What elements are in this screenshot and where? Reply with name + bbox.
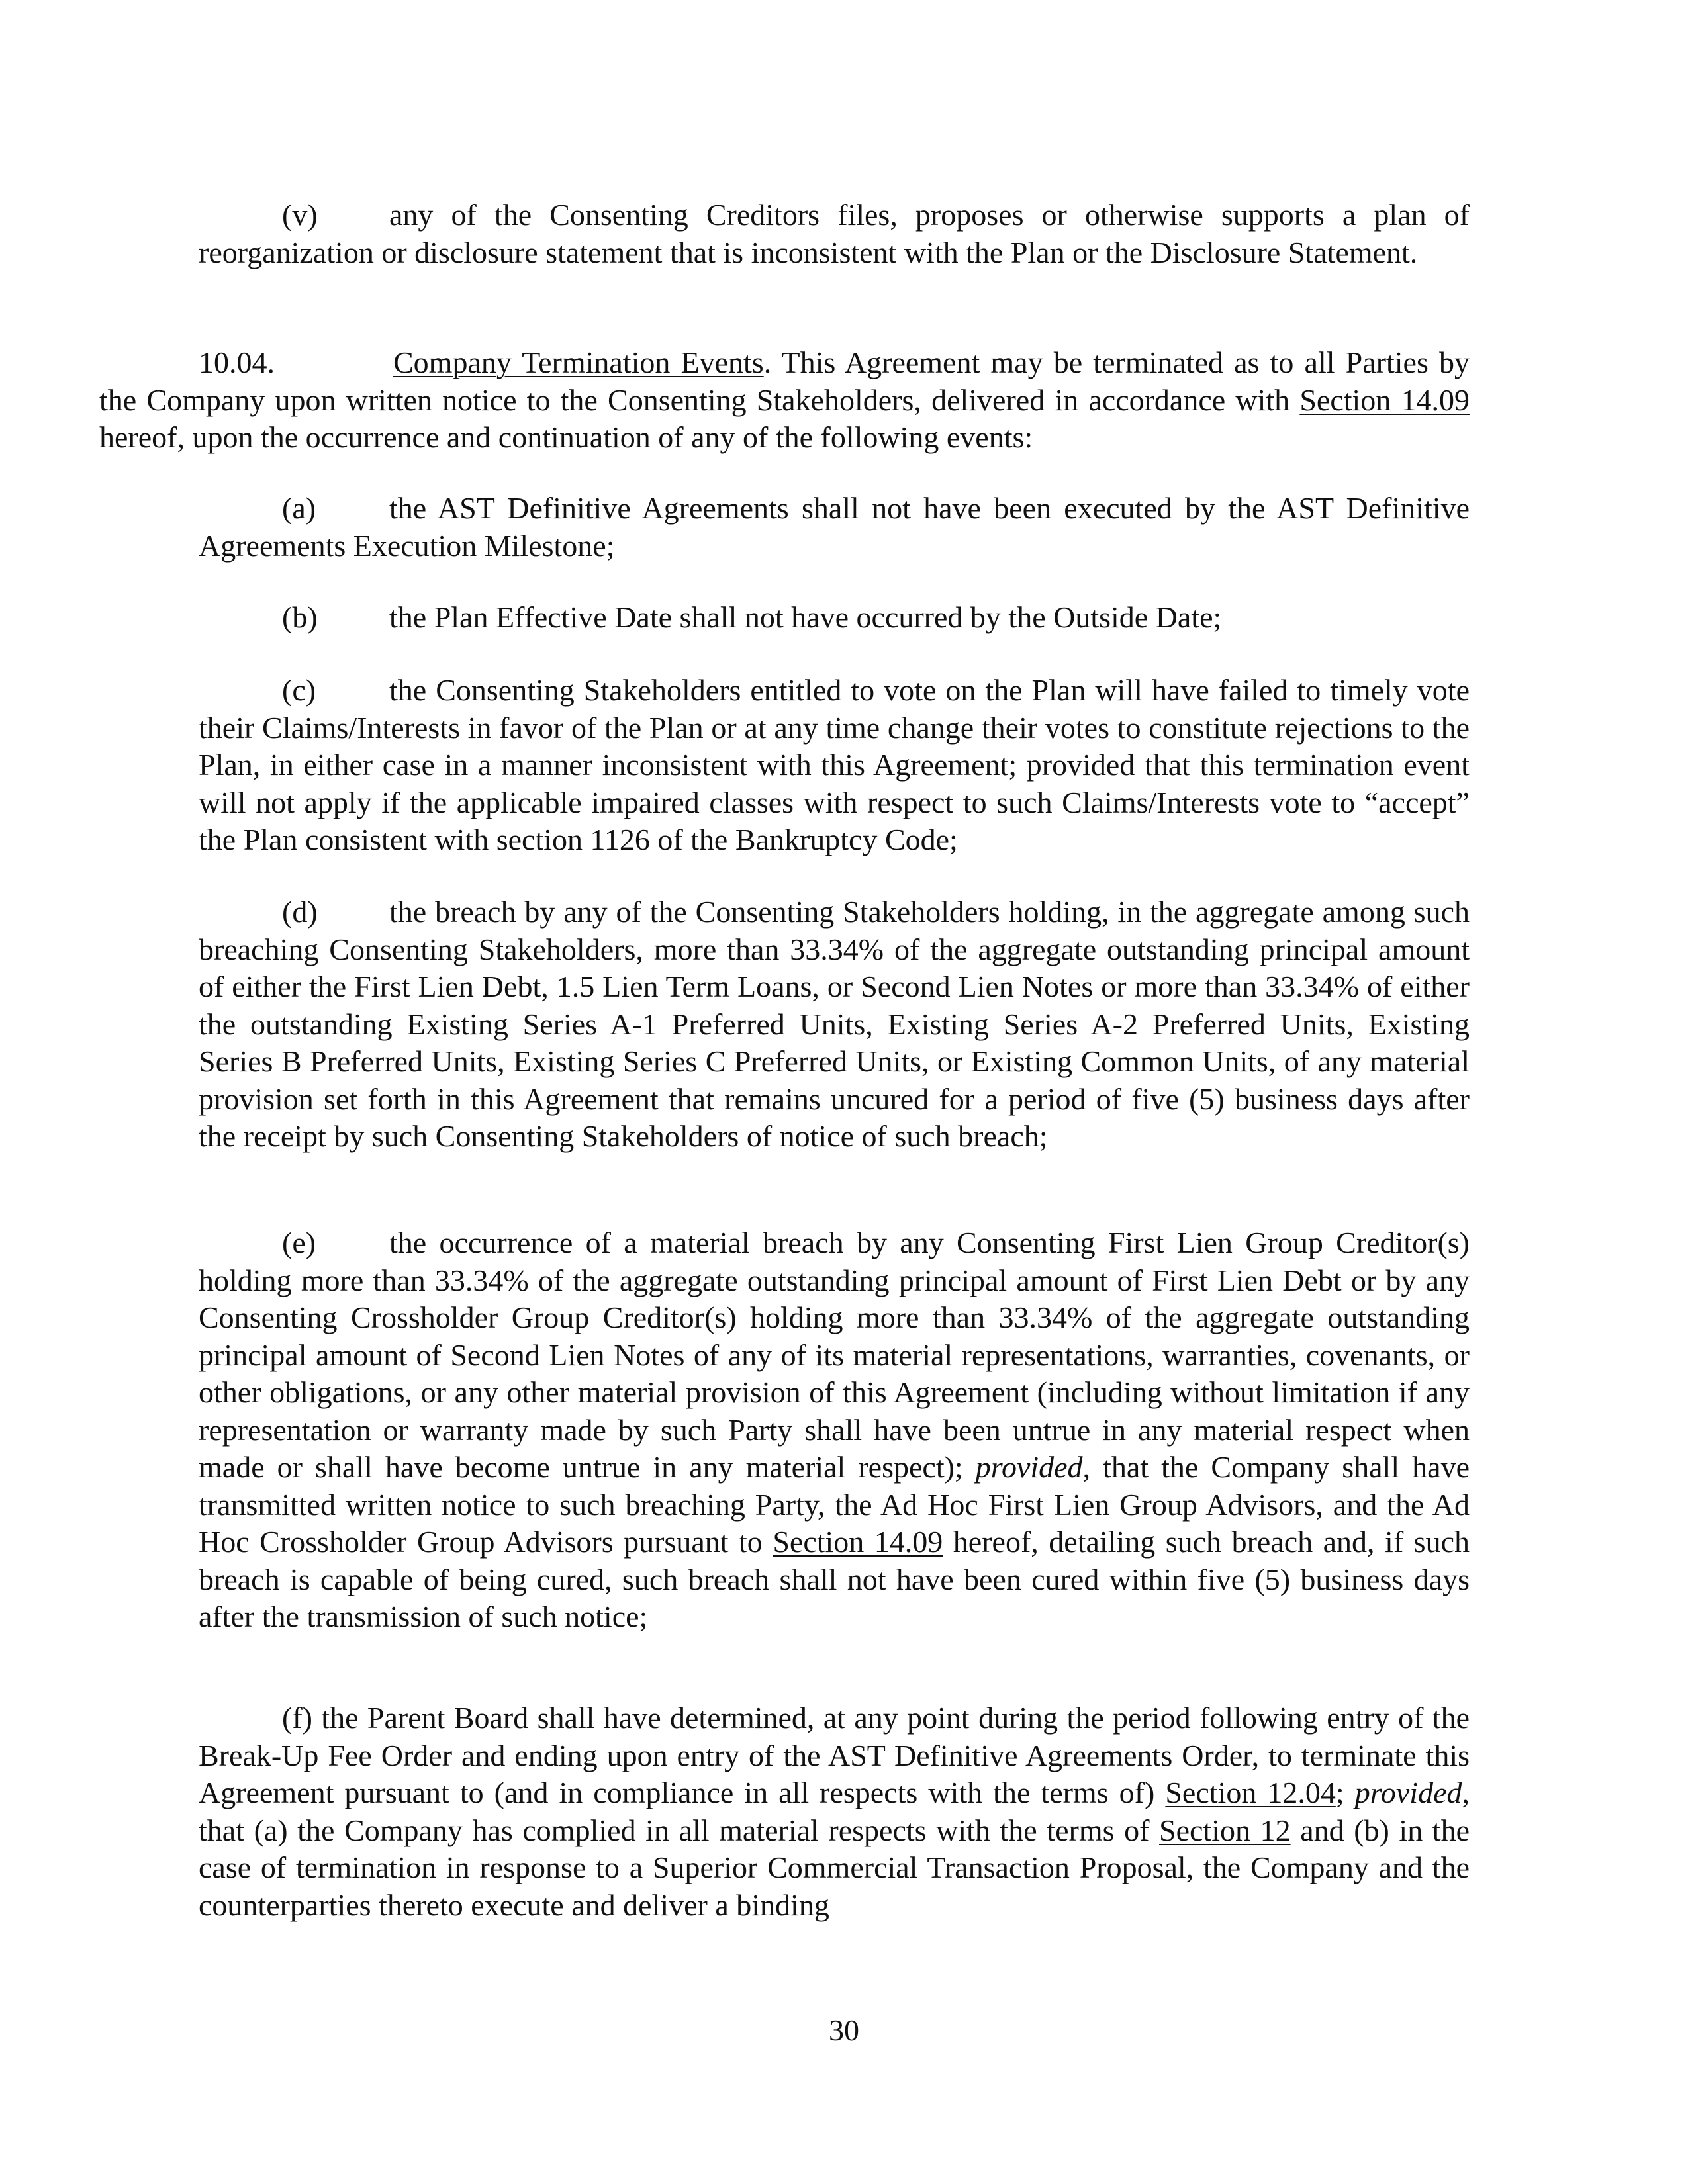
section-ref-link: Section 12 [1159, 1813, 1291, 1847]
section-10-04 [99, 344, 1470, 457]
clause-text-1: the occurrence of a material breach by any Consenting First Lien Group Creditor(s) holding more than 33.34% of the aggregate outstanding principal amount of First Lien Debt or by any Consenting Crossholder Group Creditor(s) holding more than 33.34% of the aggregate outstanding principal amount of Second Lien Notes of any of its material representations, warranties, covenants, or other obligations, or any other material provision of this Agreement (including without limitation if any representation or warranty made by such Party shall have been untrue in any material respect when made or shall have become untrue in any material respect); [199, 1226, 1470, 1484]
semicolon: ; [1335, 1776, 1344, 1809]
clause-f [199, 1700, 1470, 1924]
clause-label: (a) [282, 491, 316, 525]
clause-e [199, 1224, 1470, 1636]
clause-a [199, 490, 1470, 565]
clause-text-3: and (b) in the case of termination in response to a Superior Commercial Transaction Proposal, the Company and the counterparties thereto execute and deliver a binding [199, 1813, 1470, 1922]
clause-text: the Plan Effective Date shall not have occurred by the Outside Date; [389, 600, 1222, 634]
clause-label: (d) [282, 895, 318, 929]
provided-italic: provided [1344, 1776, 1462, 1809]
clause-text: the Consenting Stakeholders entitled to vote on the Plan will have failed to timely vote their Claims/Interests in favor of the Plan or at any time change their votes to constitute rejections to the Plan, in either case in a manner inconsistent with this Agreement; provided that this termination event will not apply if the applicable impaired classes with respect to such Claims/Interests vote to “accept” the Plan consistent with section 1126 of the Bankruptcy Code; [199, 673, 1470, 856]
clause-label: (e) [282, 1226, 316, 1259]
section-heading: Company Termination Events [393, 345, 764, 379]
clause-text-2: , that the Company shall have transmitted written notice to such breaching Party, the Ad Hoc First Lien Group Advisors, and the Ad Hoc Crossholder Group Advisors pursuant to [199, 1450, 1470, 1559]
section-ref-link: Section 14.09 [1299, 383, 1470, 417]
clause-text: any of the Consenting Creditors files, proposes or otherwise supports a plan of reorganization or disclosure statement that is inconsistent with the Plan or the Disclosure Statement. [199, 198, 1470, 269]
clause-b [199, 599, 1470, 637]
clause-text: the AST Definitive Agreements shall not have been executed by the AST Definitive Agreements Execution Milestone; [199, 491, 1470, 563]
clause-c [199, 672, 1470, 859]
clause-v [199, 197, 1470, 271]
section-number: 10.04. [199, 345, 275, 379]
clause-text-3: hereof, detailing such breach and, if such breach is capable of being cured, such breach shall not have been cured within five (5) business days after the transmission of such notice; [199, 1525, 1470, 1633]
clause-text-2: , that (a) the Company has complied in all material respects with the terms of [199, 1776, 1470, 1847]
provided-italic: provided [975, 1450, 1083, 1484]
section-ref-link: Section 14.09 [773, 1525, 943, 1559]
clause-label: (f) [282, 1701, 312, 1735]
clause-label: (c) [282, 673, 316, 707]
section-intro-2: hereof, upon the occurrence and continuation of any of the following events: [99, 420, 1033, 454]
clause-text-1: the Parent Board shall have determined, at any point during the period following entry of the Break-Up Fee Order and ending upon entry of the AST Definitive Agreements Order, to terminate this Agreement pursuant to (and in compliance in all respects with the terms of) [199, 1701, 1470, 1809]
clause-d [199, 893, 1470, 1156]
clause-label: (b) [282, 600, 318, 634]
section-ref-link: Section 12.04 [1165, 1776, 1336, 1809]
section-intro-1: . This Agreement may be terminated as to all Parties by the Company upon written notice to the Consenting Stakeholders, delivered in accordance with [99, 345, 1470, 417]
clause-label: (v) [282, 198, 318, 232]
page-number: 30 [829, 2013, 859, 2047]
clause-text: the breach by any of the Consenting Stakeholders holding, in the aggregate among such breaching Consenting Stakeholders, more than 33.34% of the aggregate outstanding principal amount of either the First Lien Debt, 1.5 Lien Term Loans, or Second Lien Notes or more than 33.34% of either the outstanding Existing Series A-1 Preferred Units, Existing Series A-2 Preferred Units, Existing Series B Preferred Units, Existing Series C Preferred Units, or Existing Common Units, of any material provision set forth in this Agreement that remains uncured for a period of five (5) business days after the receipt by such Consenting Stakeholders of notice of such breach; [199, 895, 1470, 1153]
